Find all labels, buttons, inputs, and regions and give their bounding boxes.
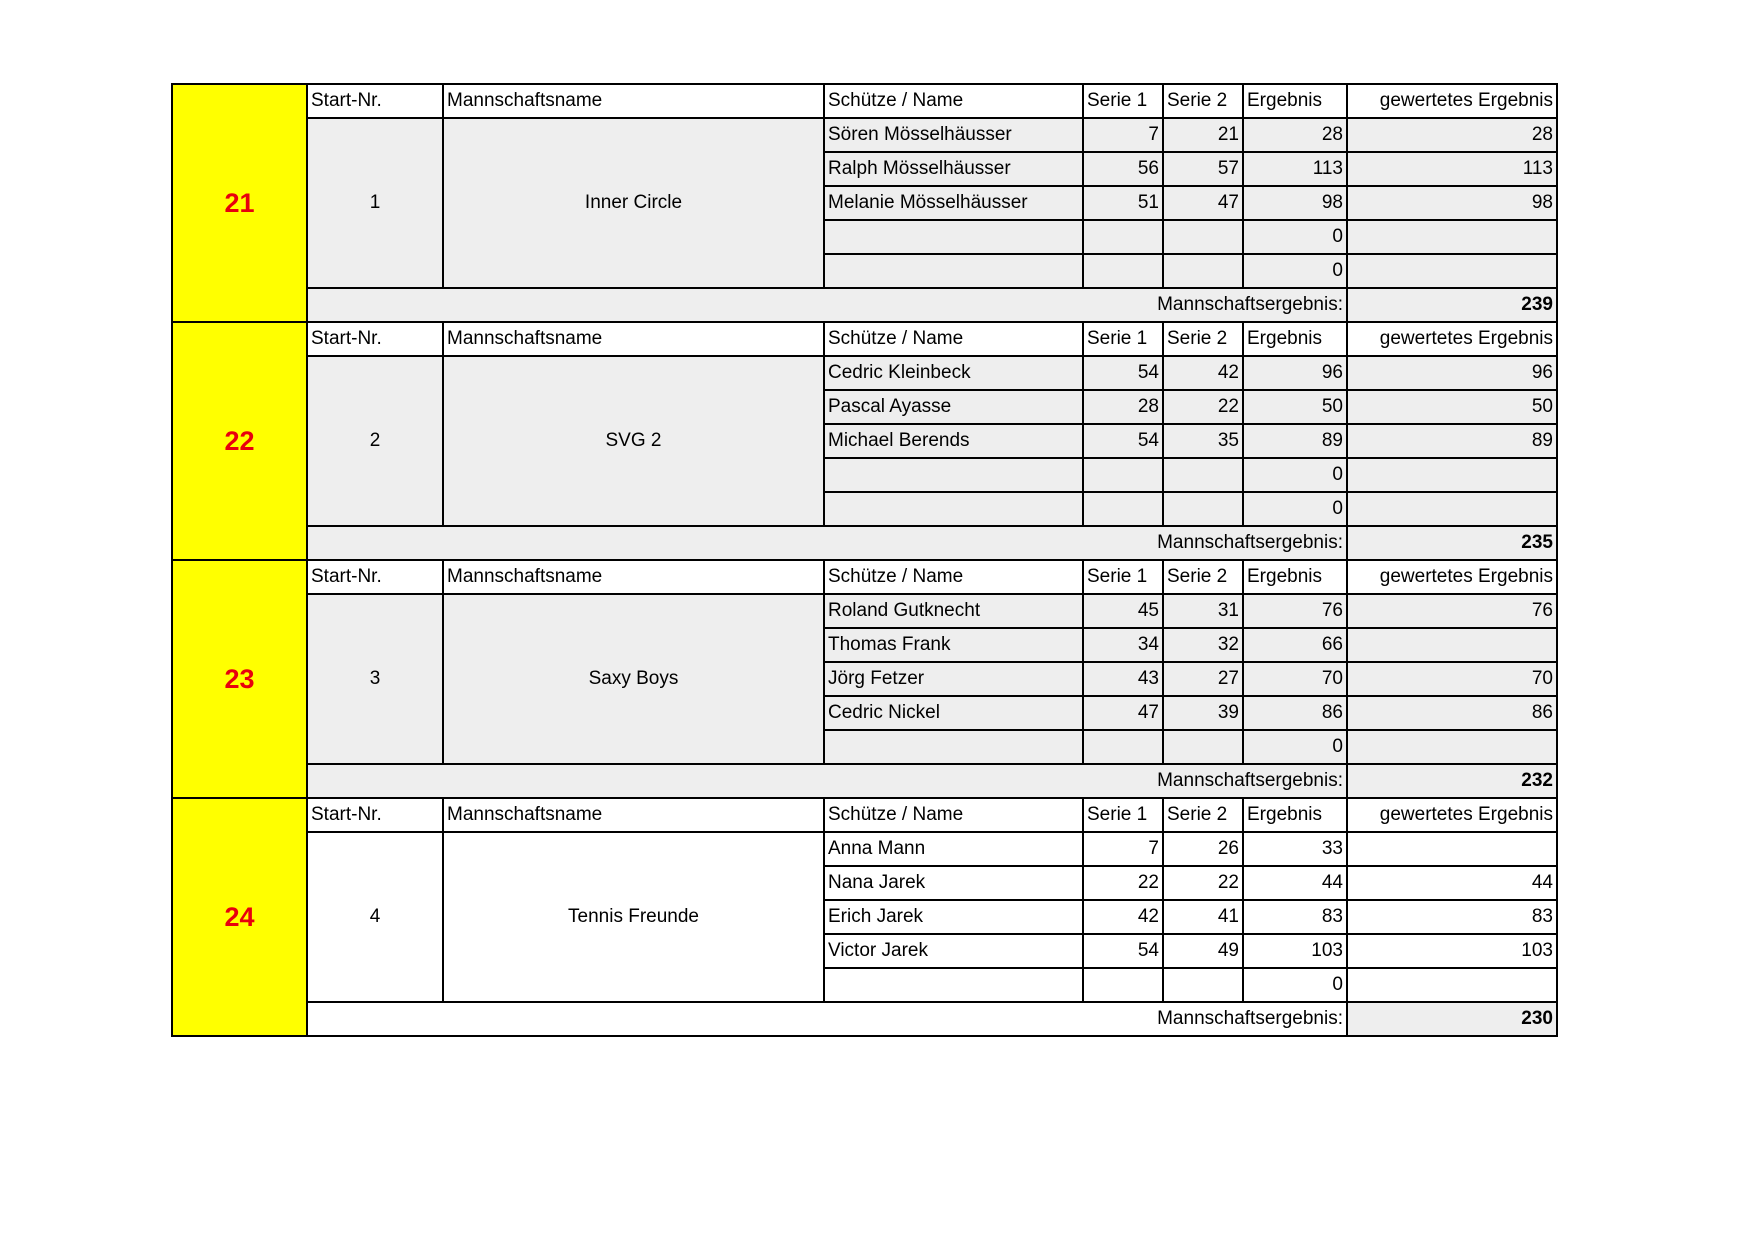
header-serie2: Serie 2 xyxy=(1163,798,1243,832)
serie1-value: 43 xyxy=(1083,662,1163,696)
serie2-value: 47 xyxy=(1163,186,1243,220)
table-row xyxy=(172,356,1557,390)
shooter-name: Thomas Frank xyxy=(824,628,1083,662)
header-counted: gewertetes Ergebnis xyxy=(1347,560,1557,594)
start-number: 3 xyxy=(307,594,443,764)
serie2-value: 26 xyxy=(1163,832,1243,866)
team-header-row xyxy=(172,322,1557,356)
serie2-value: 32 xyxy=(1163,628,1243,662)
serie2-value: 21 xyxy=(1163,118,1243,152)
result-value: 28 xyxy=(1243,118,1347,152)
shooter-name xyxy=(824,458,1083,492)
team-total-label: Mannschaftsergebnis: xyxy=(307,288,1347,322)
results-table xyxy=(171,83,1558,1037)
team-name: Tennis Freunde xyxy=(443,832,824,1002)
header-team-name: Mannschaftsname xyxy=(443,322,824,356)
shooter-name xyxy=(824,220,1083,254)
place-number: 24 xyxy=(172,798,307,1036)
team-total-row xyxy=(172,1002,1557,1036)
counted-value: 28 xyxy=(1347,118,1557,152)
place-number: 23 xyxy=(172,560,307,798)
counted-value xyxy=(1347,220,1557,254)
serie2-value: 49 xyxy=(1163,934,1243,968)
header-team-name: Mannschaftsname xyxy=(443,84,824,118)
shooter-name: Anna Mann xyxy=(824,832,1083,866)
team-total-label: Mannschaftsergebnis: xyxy=(307,1002,1347,1036)
counted-value: 103 xyxy=(1347,934,1557,968)
header-serie1: Serie 1 xyxy=(1083,560,1163,594)
result-value: 0 xyxy=(1243,492,1347,526)
shooter-name: Michael Berends xyxy=(824,424,1083,458)
serie1-value: 47 xyxy=(1083,696,1163,730)
counted-value: 83 xyxy=(1347,900,1557,934)
header-shooter: Schütze / Name xyxy=(824,322,1083,356)
shooter-name xyxy=(824,254,1083,288)
header-counted: gewertetes Ergebnis xyxy=(1347,798,1557,832)
shooter-name: Jörg Fetzer xyxy=(824,662,1083,696)
serie2-value: 57 xyxy=(1163,152,1243,186)
counted-value xyxy=(1347,492,1557,526)
team-header-row xyxy=(172,560,1557,594)
result-value: 83 xyxy=(1243,900,1347,934)
shooter-name: Erich Jarek xyxy=(824,900,1083,934)
header-serie2: Serie 2 xyxy=(1163,560,1243,594)
shooter-name: Cedric Kleinbeck xyxy=(824,356,1083,390)
result-value: 33 xyxy=(1243,832,1347,866)
serie1-value: 28 xyxy=(1083,390,1163,424)
start-number: 2 xyxy=(307,356,443,526)
serie2-value: 27 xyxy=(1163,662,1243,696)
header-serie2: Serie 2 xyxy=(1163,322,1243,356)
header-result: Ergebnis xyxy=(1243,322,1347,356)
team-name: Inner Circle xyxy=(443,118,824,288)
header-start-nr: Start-Nr. xyxy=(307,560,443,594)
header-serie2: Serie 2 xyxy=(1163,84,1243,118)
serie1-value: 34 xyxy=(1083,628,1163,662)
serie2-value: 39 xyxy=(1163,696,1243,730)
serie2-value: 41 xyxy=(1163,900,1243,934)
team-total-row xyxy=(172,764,1557,798)
result-value: 44 xyxy=(1243,866,1347,900)
counted-value: 96 xyxy=(1347,356,1557,390)
serie1-value xyxy=(1083,968,1163,1002)
result-value: 0 xyxy=(1243,254,1347,288)
counted-value xyxy=(1347,832,1557,866)
shooter-name: Pascal Ayasse xyxy=(824,390,1083,424)
team-total-label: Mannschaftsergebnis: xyxy=(307,526,1347,560)
header-serie1: Serie 1 xyxy=(1083,798,1163,832)
team-total-value: 235 xyxy=(1347,526,1557,560)
counted-value: 50 xyxy=(1347,390,1557,424)
result-value: 0 xyxy=(1243,220,1347,254)
counted-value xyxy=(1347,458,1557,492)
counted-value: 44 xyxy=(1347,866,1557,900)
counted-value xyxy=(1347,628,1557,662)
serie2-value xyxy=(1163,968,1243,1002)
result-value: 103 xyxy=(1243,934,1347,968)
header-team-name: Mannschaftsname xyxy=(443,560,824,594)
counted-value: 113 xyxy=(1347,152,1557,186)
table-row xyxy=(172,594,1557,628)
result-value: 0 xyxy=(1243,458,1347,492)
header-shooter: Schütze / Name xyxy=(824,560,1083,594)
serie2-value xyxy=(1163,220,1243,254)
header-start-nr: Start-Nr. xyxy=(307,798,443,832)
shooter-name: Roland Gutknecht xyxy=(824,594,1083,628)
serie1-value: 22 xyxy=(1083,866,1163,900)
serie1-value xyxy=(1083,458,1163,492)
shooter-name xyxy=(824,968,1083,1002)
header-start-nr: Start-Nr. xyxy=(307,322,443,356)
serie1-value: 42 xyxy=(1083,900,1163,934)
team-total-value: 230 xyxy=(1347,1002,1557,1036)
team-name: Saxy Boys xyxy=(443,594,824,764)
serie1-value: 54 xyxy=(1083,934,1163,968)
counted-value: 89 xyxy=(1347,424,1557,458)
team-total-value: 239 xyxy=(1347,288,1557,322)
serie2-value: 35 xyxy=(1163,424,1243,458)
header-result: Ergebnis xyxy=(1243,798,1347,832)
counted-value: 86 xyxy=(1347,696,1557,730)
result-value: 89 xyxy=(1243,424,1347,458)
serie1-value xyxy=(1083,254,1163,288)
header-team-name: Mannschaftsname xyxy=(443,798,824,832)
place-number: 21 xyxy=(172,84,307,322)
shooter-name: Cedric Nickel xyxy=(824,696,1083,730)
shooter-name xyxy=(824,492,1083,526)
serie2-value: 31 xyxy=(1163,594,1243,628)
result-value: 0 xyxy=(1243,730,1347,764)
serie2-value: 42 xyxy=(1163,356,1243,390)
serie1-value xyxy=(1083,492,1163,526)
counted-value: 70 xyxy=(1347,662,1557,696)
result-value: 86 xyxy=(1243,696,1347,730)
serie1-value: 45 xyxy=(1083,594,1163,628)
header-result: Ergebnis xyxy=(1243,560,1347,594)
serie1-value: 7 xyxy=(1083,118,1163,152)
team-total-row xyxy=(172,526,1557,560)
header-serie1: Serie 1 xyxy=(1083,322,1163,356)
shooter-name: Victor Jarek xyxy=(824,934,1083,968)
counted-value: 98 xyxy=(1347,186,1557,220)
team-header-row xyxy=(172,84,1557,118)
result-value: 96 xyxy=(1243,356,1347,390)
result-value: 70 xyxy=(1243,662,1347,696)
result-value: 113 xyxy=(1243,152,1347,186)
team-total-value: 232 xyxy=(1347,764,1557,798)
serie1-value xyxy=(1083,730,1163,764)
counted-value xyxy=(1347,968,1557,1002)
header-result: Ergebnis xyxy=(1243,84,1347,118)
header-counted: gewertetes Ergebnis xyxy=(1347,322,1557,356)
header-start-nr: Start-Nr. xyxy=(307,84,443,118)
serie2-value xyxy=(1163,458,1243,492)
team-total-label: Mannschaftsergebnis: xyxy=(307,764,1347,798)
team-header-row xyxy=(172,798,1557,832)
shooter-name: Sören Mösselhäusser xyxy=(824,118,1083,152)
serie1-value xyxy=(1083,220,1163,254)
serie1-value: 56 xyxy=(1083,152,1163,186)
serie2-value xyxy=(1163,730,1243,764)
counted-value xyxy=(1347,254,1557,288)
table-row xyxy=(172,832,1557,866)
counted-value: 76 xyxy=(1347,594,1557,628)
serie2-value xyxy=(1163,254,1243,288)
serie2-value: 22 xyxy=(1163,390,1243,424)
start-number: 1 xyxy=(307,118,443,288)
counted-value xyxy=(1347,730,1557,764)
header-counted: gewertetes Ergebnis xyxy=(1347,84,1557,118)
header-shooter: Schütze / Name xyxy=(824,798,1083,832)
serie1-value: 54 xyxy=(1083,424,1163,458)
place-number: 22 xyxy=(172,322,307,560)
shooter-name: Nana Jarek xyxy=(824,866,1083,900)
result-value: 0 xyxy=(1243,968,1347,1002)
shooter-name: Ralph Mösselhäusser xyxy=(824,152,1083,186)
team-name: SVG 2 xyxy=(443,356,824,526)
serie1-value: 54 xyxy=(1083,356,1163,390)
result-value: 76 xyxy=(1243,594,1347,628)
result-value: 50 xyxy=(1243,390,1347,424)
table-row xyxy=(172,118,1557,152)
shooter-name: Melanie Mösselhäusser xyxy=(824,186,1083,220)
team-total-row xyxy=(172,288,1557,322)
serie1-value: 7 xyxy=(1083,832,1163,866)
header-serie1: Serie 1 xyxy=(1083,84,1163,118)
result-value: 66 xyxy=(1243,628,1347,662)
result-value: 98 xyxy=(1243,186,1347,220)
serie1-value: 51 xyxy=(1083,186,1163,220)
start-number: 4 xyxy=(307,832,443,1002)
header-shooter: Schütze / Name xyxy=(824,84,1083,118)
serie2-value xyxy=(1163,492,1243,526)
shooter-name xyxy=(824,730,1083,764)
serie2-value: 22 xyxy=(1163,866,1243,900)
